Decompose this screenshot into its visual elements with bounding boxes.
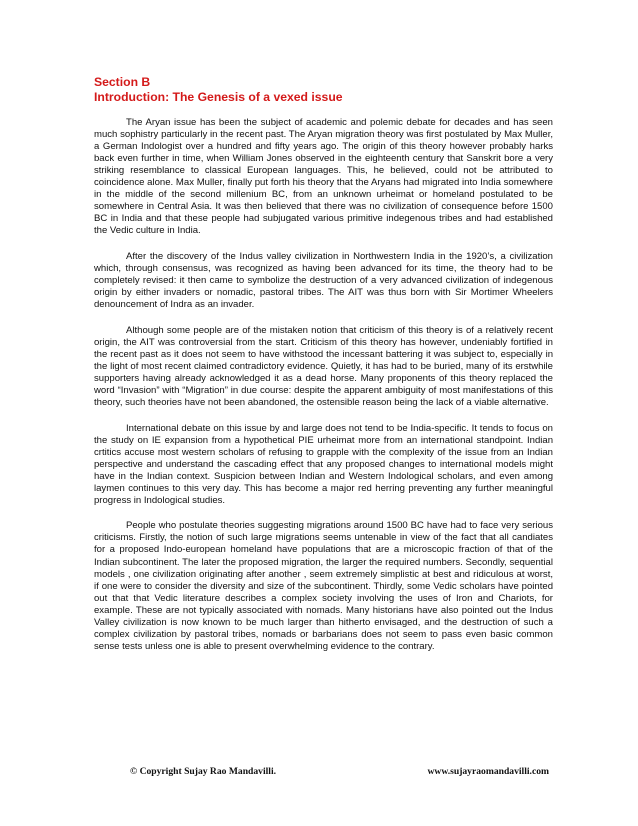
page-footer	[94, 765, 553, 779]
section-heading	[94, 75, 554, 105]
paragraph-2: After the discovery of the Indus valley civilization in Northwestern India in the 1920’s, a civilization which, through consensus, was recognized as having been advanced for its time, the theory had to be completely revised: it then came to symbolize the destruction of a very advanced civilization of indegenous origin by either invaders or nomadic, pastoral tribes. The AIT was thus born with Sir Mortimer Wheelers denouncement of Indra as an invader.	[94, 250, 553, 311]
footer-copyright: © Copyright Sujay Rao Mandavilli.	[130, 766, 277, 777]
paragraph-3: Although some people are of the mistaken notion that criticism of this theory is of a relatively recent origin, the AIT was controversial from the start. Criticism of this theory has however, undeniably fortified in the recent past as it does not seem to have withstood the incessant battering it was subject to, especially in the light of most recent claimed contradictory evidence. Quietly, it has had to be buried, many of its erstwhile supporters having already acknowledged it as a dead horse. Many proponents of this theory replaced the word “Invasion” with “Migration” in due course: despite the apparent ambiguity of most manifestations of this theory, such theories have not been abandoned, the ostensible reason being the lack of a viable alternative.	[94, 324, 553, 408]
section-label: Section B	[94, 75, 151, 89]
body-text	[94, 117, 553, 666]
paragraph-5: People who postulate theories suggesting migrations around 1500 BC have had to face very serious criticisms. Firstly, the notion of such large migrations seems untenable in view of the fact that all candiates for a proposed Indo-european homeland have populations that are a microscopic fraction of that of the Indian subcontinent. The later the proposed migration, the larger the required numbers. Secondly, sequential models , one civilization originating after another , seem extremely simplistic at best and ridiculous at worst, if one were to consider the diversity and size of the subcontinent. Thirdly, some Vedic scholars have pointed out that that Vedic literature describes a complex society involving the uses of Iron and Chariots, for example. These are not typically associated with nomads. Many historians have also pointed out the Indus Valley civilization is now known to be much larger than hitherto envisaged, and the destruction of such a complex civilization by pastoral tribes, nomads or barbarians does not seem to pass even basic common sense tests unless one is able to present overwhelming evidence to the contrary.	[94, 520, 553, 652]
section-title: Introduction: The Genesis of a vexed issue	[94, 90, 343, 104]
footer-website: www.sujayraomandavilli.com	[427, 766, 549, 777]
paragraph-1: The Aryan issue has been the subject of academic and polemic debate for decades and has seen much sophistry particularly in the recent past. The Aryan migration theory was first postulated by Max Muller, a German Indologist over a hundred and fifty years ago. The origin of this theory however probably harks back even further in time, when William Jones observed in the eighteenth century that Sanskrit bore a very striking resemblance to classical European languages. This, he believed, could not be attributed to coincidence alone. Max Muller, finally put forth his theory that the Aryans had migrated into India somewhere in the middle of the second millenium BC, from an unknown urheimat or homeland postulated to be somewhere in Central Asia. It was then believed that there was no civilization of consequence before 1500 BC in India and that these people had subjugated various primitive indegenous tribes and had established the Vedic culture in India.	[94, 117, 553, 237]
paragraph-4: International debate on this issue by and large does not tend to be India-specific. It tends to focus on the study on IE expansion from a hypothetical PIE urheimat more from an international standpoint. Indian crtitics accuse most western scholars of refusing to grapple with the complexity of the issue from an Indian perspective and understand the cascading effect that any proposed changes to international models might have in the Indian context. Suspicion between Indian and Western Indological scholars, and even among laymen continues to this very day. This has become a major red herring preventing any further meaningful progress in Indological studies.	[94, 422, 553, 506]
